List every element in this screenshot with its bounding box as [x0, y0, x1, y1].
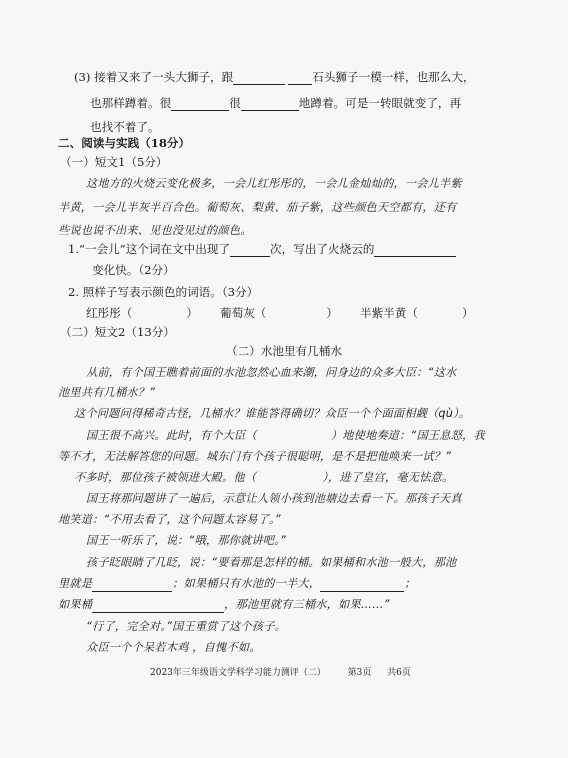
passage2-line: 不多时，那位孩子被领进大殿。他（ ），进了皇宫，毫无怯意。 [74, 471, 454, 484]
page-footer [150, 665, 411, 681]
passage2-line: 国王将那问题讲了一遍后，示意让人领小孩到池塘边去看一下。那孩子天真 [86, 492, 462, 505]
item-text: 半紫半黄（ [360, 306, 418, 320]
question-text: 1.“一会儿”这个词在文中出现了 [68, 242, 231, 256]
q3-text: 石头狮子一模一样，也那么大， [312, 70, 475, 84]
passage1-line: 这地方的火烧云变化极多，一会儿红彤彤的，一会儿金灿灿的，一会儿半紫 [86, 177, 462, 190]
item-text: 葡萄灰（ [220, 306, 267, 320]
p1-question-1-cont: 变化快。（2分） [92, 263, 175, 277]
passage1-line: 半黄，一会儿半灰半百合色。葡萄灰、梨黄、茄子紫，这些颜色天空都有，还有 [58, 201, 457, 214]
item-text: ） [461, 306, 474, 320]
passage2-line: 如果桶 ，那池里就有三桶水，如果……” [58, 598, 390, 611]
part2-title: （二）短文2（13分） [60, 325, 175, 339]
q3-line-1 [74, 69, 475, 85]
passage2-line: 从前，有个国王瞧着前面的水池忽然心血来潮，问身边的众多大臣：“这水 [86, 366, 457, 379]
q3-line-3: 也找不着了。 [90, 120, 160, 134]
passage1-line: 些说也说不出来、见也没见过的颜色。 [58, 224, 252, 237]
q3-text: 也那样蹲着。很 [90, 96, 172, 110]
answer-blank[interactable] [320, 579, 404, 592]
answer-blank[interactable] [230, 244, 270, 257]
item-text: ） [326, 306, 338, 320]
passage2-title: （二）水池里有几桶水 [226, 344, 342, 358]
answer-blank[interactable] [288, 72, 312, 85]
passage2-line: 孩子眨眼睛了几眨，说：“要看那是怎样的桶。如果桶和水池一般大，那池 [86, 556, 457, 569]
passage2-line: 等不才，无法解答您的问题。城东门有个孩子很聪明，是不是把他唤来一试？” [58, 450, 452, 463]
answer-blank[interactable] [233, 72, 285, 85]
item-text: ） [186, 306, 198, 320]
passage2-line: 这个问题问得稀奇古怪，几桶水？谁能答得确切？众臣一个个面面相觑（qù）。 [74, 407, 471, 420]
p1-question-2: 2. 照样子写表示颜色的词语。（3分） [68, 285, 259, 299]
answer-blank[interactable] [374, 244, 456, 257]
color-word-items [86, 305, 474, 321]
q3-line-2 [90, 95, 461, 111]
passage2-line: 众臣一个个呆若木鸡 ，自愧不如。 [86, 641, 261, 654]
question-text: 次，写出了火烧云的 [270, 242, 375, 256]
passage2-line: 国王一听乐了，说：“哦，那你就讲吧。” [86, 534, 286, 547]
p1-question-1 [68, 241, 456, 257]
answer-blank[interactable] [171, 98, 229, 111]
passage2-line: 里就是 ；如果桶只有水池的一半大， ； [58, 577, 416, 590]
passage2-line: 池里共有几桶水？” [58, 386, 156, 399]
answer-blank[interactable] [92, 579, 172, 592]
passage2-line: 地笑道：“不用去看了，这个问题太容易了。” [58, 513, 281, 526]
q3-text: 地蹲着。可是一转眼就变了，再 [298, 96, 462, 110]
answer-blank[interactable] [241, 98, 299, 111]
q3-text: (3) 接着又来了一头大狮子，跟 [74, 70, 234, 84]
footer-total-pages: 共6页 [387, 668, 411, 678]
q3-text: 很 [229, 96, 241, 110]
footer-page-number: 第3页 [347, 668, 372, 678]
item-text: 红彤彤（ [86, 306, 133, 320]
answer-blank[interactable] [92, 600, 224, 613]
section-title: 二、阅读与实践（18分） [58, 136, 191, 150]
part1-title: （一）短文1（5分） [60, 155, 168, 169]
footer-exam-title: 2023年三年级语文学科学习能力测评（二） [150, 668, 326, 678]
passage2-line: 国王很不高兴。此时，有个大臣（ ）地使地奏道：“国王息怒，我 [86, 429, 485, 442]
passage2-line: “行了，完全对。”国王重赏了这个孩子。 [86, 620, 286, 633]
